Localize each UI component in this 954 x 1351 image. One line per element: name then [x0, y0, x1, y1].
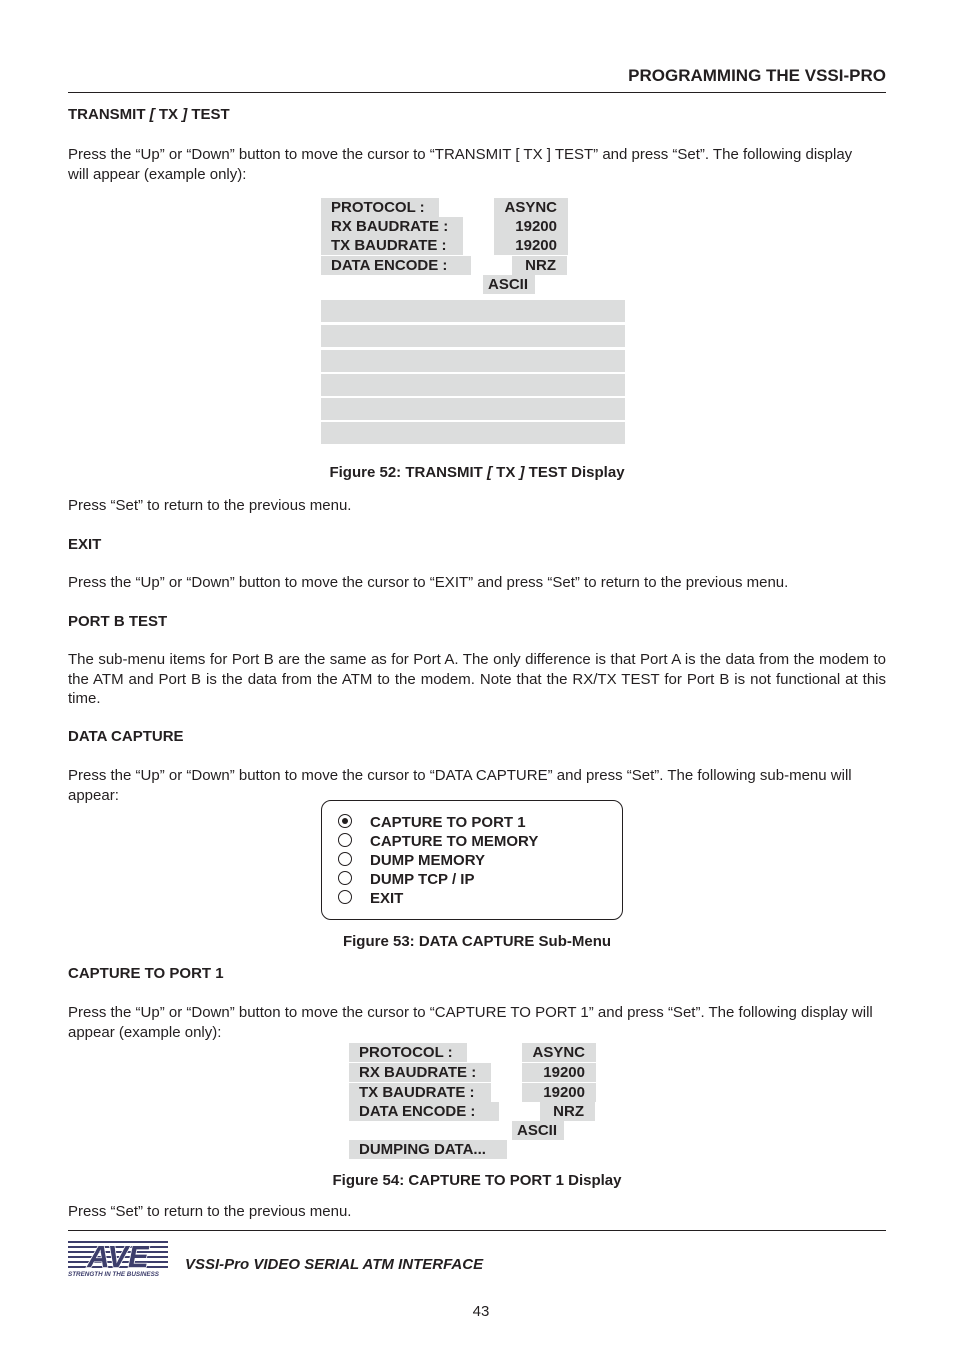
protocol-value: ASYNC: [522, 1043, 596, 1062]
paragraph-transmit: [68, 145, 886, 184]
figure-53-caption: Figure 53: DATA CAPTURE Sub-Menu: [342, 933, 612, 950]
data-encode-label: DATA ENCODE :: [321, 256, 471, 275]
ave-logo: [68, 1238, 168, 1280]
paragraph-data-capture: Press the “Up” or “Down” button to move the cursor to “DATA CAPTURE” and press “Set”. The following sub-menu will appear:: [68, 767, 852, 804]
page-number: 43: [472, 1303, 490, 1320]
display-blank-row: [321, 350, 625, 372]
heading-bracket: ]: [182, 106, 188, 123]
tx-baudrate-value: 19200: [522, 1083, 596, 1102]
figure-54-caption: Figure 54: CAPTURE TO PORT 1 Display: [332, 1172, 622, 1189]
display-blank-row: [321, 325, 625, 347]
radio-icon[interactable]: [338, 890, 352, 904]
display-blank-row: [321, 422, 625, 444]
tx-baudrate-value: 19200: [494, 236, 568, 255]
paragraph-line: Press the “Up” or “Down” button to move the cursor to “TRANSMIT [ TX ] TEST” and press “Set”. The following display: [68, 146, 853, 163]
menu-item-label: DUMP MEMORY: [370, 852, 486, 869]
radio-selected-icon[interactable]: [338, 814, 352, 828]
heading-bracket: [: [149, 106, 155, 123]
header-rule: [68, 92, 886, 93]
rx-baudrate-value: 19200: [522, 1063, 596, 1082]
format-value: ASCII: [483, 275, 535, 294]
section-heading-exit: EXIT: [68, 536, 102, 553]
format-value: ASCII: [512, 1121, 564, 1140]
data-encode-value: NRZ: [512, 256, 567, 275]
paragraph-set-return-2: Press “Set” to return to the previous menu.: [68, 1203, 352, 1220]
section-heading-capture-port-1: CAPTURE TO PORT 1: [68, 965, 224, 982]
display-blank-row: [321, 374, 625, 396]
menu-item-label: DUMP TCP / IP: [370, 871, 475, 888]
menu-item-label: CAPTURE TO PORT 1: [370, 814, 526, 831]
radio-icon[interactable]: [338, 833, 352, 847]
caption-bracket: [: [486, 464, 492, 481]
paragraph-exit: Press the “Up” or “Down” button to move the cursor to “EXIT” and press “Set” to return to the previous menu.: [68, 574, 789, 591]
paragraph-line: will appear (example only):: [68, 165, 247, 183]
heading-text: TX: [158, 106, 179, 123]
rx-baudrate-label: RX BAUDRATE :: [321, 217, 463, 236]
radio-dot-icon: [342, 818, 348, 824]
heading-text: TEST: [191, 106, 230, 123]
caption-text: TEST Display: [528, 464, 625, 481]
section-heading-port-b: PORT B TEST: [68, 613, 168, 630]
caption-text: TX: [496, 464, 516, 481]
data-encode-label: DATA ENCODE :: [349, 1102, 499, 1121]
radio-icon[interactable]: [338, 871, 352, 885]
page-header-title: PROGRAMMING THE VSSI-PRO: [628, 66, 886, 85]
paragraph-port-b: The sub-menu items for Port B are the same as for Port A. The only difference is that Port A is the data from the modem to the ATM and Port B is the data from the ATM to the modem. Note that the RX/TX TEST for Port B is not functional at this time.: [68, 651, 886, 707]
protocol-label: PROTOCOL :: [321, 198, 439, 217]
tx-baudrate-label: TX BAUDRATE :: [321, 236, 463, 255]
menu-item-label: CAPTURE TO MEMORY: [370, 833, 539, 850]
protocol-label: PROTOCOL :: [349, 1043, 467, 1062]
display-blank-row: [321, 300, 625, 322]
caption-text: Figure 52: TRANSMIT: [329, 464, 483, 481]
footer-product-name: VSSI-Pro VIDEO SERIAL ATM INTERFACE: [185, 1256, 484, 1273]
figure-52-caption: [0, 464, 954, 481]
menu-item-label: EXIT: [370, 890, 404, 907]
rx-baudrate-value: 19200: [494, 217, 568, 236]
logo-text: AVE: [87, 1239, 149, 1274]
radio-icon[interactable]: [338, 852, 352, 866]
tx-baudrate-label: TX BAUDRATE :: [349, 1083, 491, 1102]
protocol-value: ASYNC: [494, 198, 568, 217]
section-heading-transmit: [68, 106, 230, 123]
caption-bracket: ]: [519, 464, 525, 481]
data-encode-value: NRZ: [540, 1102, 595, 1121]
logo-tagline: STRENGTH IN THE BUSINESS: [68, 1271, 159, 1278]
rx-baudrate-label: RX BAUDRATE :: [349, 1063, 491, 1082]
paragraph-set-return: Press “Set” to return to the previous menu.: [68, 497, 352, 514]
dumping-status: DUMPING DATA...: [349, 1140, 507, 1159]
display-blank-row: [321, 398, 625, 420]
section-heading-data-capture: DATA CAPTURE: [68, 728, 184, 745]
heading-text: TRANSMIT: [68, 106, 146, 123]
footer-rule: [68, 1230, 886, 1231]
paragraph-capture-port-1: Press the “Up” or “Down” button to move the cursor to “CAPTURE TO PORT 1” and press “Set”. The following display will appear (example only):: [68, 1004, 873, 1041]
